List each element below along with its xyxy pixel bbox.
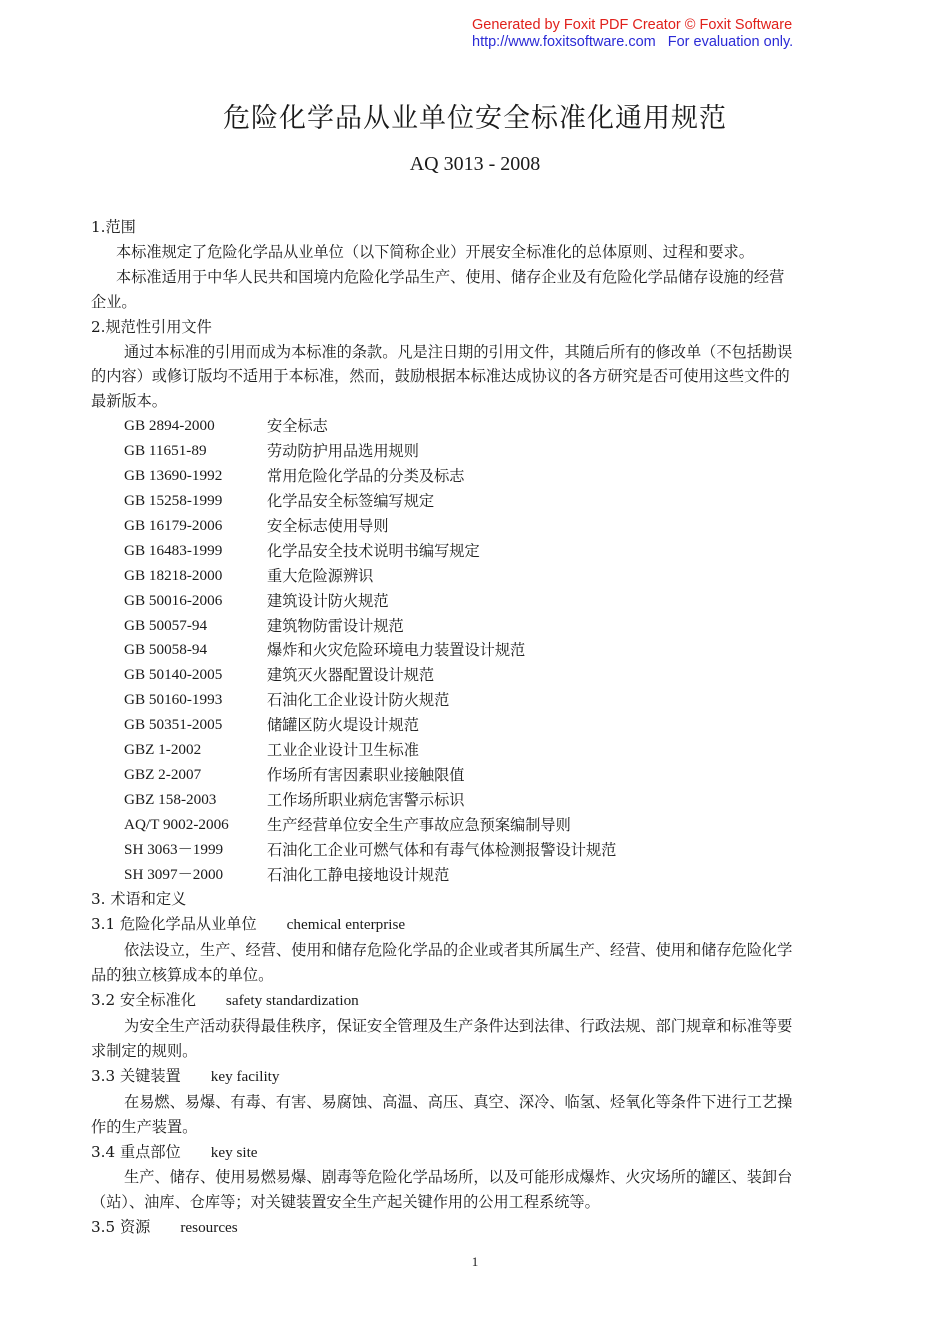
paragraph-line: 本标准适用于中华人民共和国境内危险化学品生产、使用、储存企业及有危险化学品储存设施的经营 bbox=[116, 267, 785, 286]
reference-number: SH 3063－1999 bbox=[124, 840, 224, 858]
reference-list bbox=[91, 414, 861, 887]
document-body bbox=[91, 215, 861, 1241]
reference-number: SH 3097－2000 bbox=[124, 865, 224, 883]
term-heading bbox=[91, 1215, 861, 1241]
reference-title: 安全标志 bbox=[267, 417, 328, 436]
definition-line: 在易燃、易爆、有毒、有害、易腐蚀、高温、高压、真空、深冷、临氢、烃氧化等条件下进行工艺操 bbox=[124, 1092, 793, 1111]
term-label: 3.5 资源 bbox=[91, 1218, 151, 1237]
paragraph-line: 的内容）或修订版均不适用于本标准，然而，鼓励根据本标准达成协议的各方研究是否可使用这些文件的 bbox=[91, 367, 790, 386]
definition-line: （站）、油库、仓库等；对关键装置安全生产起关键作用的公用工程系统等。 bbox=[91, 1193, 600, 1212]
reference-title: 石油化工企业设计防火规范 bbox=[267, 691, 450, 710]
document-title: 危险化学品从业单位安全标准化通用规范 bbox=[223, 103, 727, 134]
term-heading bbox=[91, 1064, 861, 1090]
reference-title: 劳动防护用品选用规则 bbox=[267, 442, 419, 461]
reference-row bbox=[91, 763, 861, 788]
reference-row bbox=[91, 489, 861, 514]
term-heading bbox=[91, 912, 861, 938]
reference-number: GB 15258-1999 bbox=[124, 491, 223, 509]
term-label: 3.3 关键装置 bbox=[91, 1066, 181, 1085]
reference-row bbox=[91, 788, 861, 813]
reference-number: GBZ 158-2003 bbox=[124, 790, 217, 808]
paragraph-line: 本标准规定了危险化学品从业单位（以下简称企业）开展安全标准化的总体原则、过程和要求。 bbox=[116, 242, 754, 261]
paragraph-line: 最新版本。 bbox=[91, 392, 167, 411]
reference-row bbox=[91, 589, 861, 614]
reference-number: GB 16179-2006 bbox=[124, 516, 223, 534]
reference-number: GB 18218-2000 bbox=[124, 566, 223, 584]
foxit-watermark bbox=[472, 17, 793, 51]
term-english: key facility bbox=[210, 1067, 280, 1085]
reference-number: GB 50160-1993 bbox=[124, 691, 223, 709]
watermark-line: Generated by Foxit PDF Creator © Foxit Software bbox=[472, 17, 793, 33]
reference-row bbox=[91, 614, 861, 639]
reference-title: 建筑设计防火规范 bbox=[267, 591, 389, 610]
reference-title: 建筑物防雷设计规范 bbox=[267, 616, 404, 635]
reference-title: 工作场所职业病危害警示标识 bbox=[267, 790, 465, 809]
reference-row bbox=[91, 738, 861, 763]
reference-title: 重大危险源辨识 bbox=[267, 566, 374, 585]
reference-row bbox=[91, 688, 861, 713]
reference-title: 石油化工静电接地设计规范 bbox=[267, 865, 450, 884]
reference-number: GB 16483-1999 bbox=[124, 541, 223, 559]
paragraph-line: 企业。 bbox=[91, 292, 137, 311]
reference-number: GB 50057-94 bbox=[124, 616, 208, 634]
reference-row bbox=[91, 663, 861, 688]
term-label: 3.4 重点部位 bbox=[91, 1142, 181, 1161]
reference-title: 建筑灭火器配置设计规范 bbox=[267, 666, 435, 685]
section-heading: 3. 术语和定义 bbox=[91, 890, 187, 909]
definition-line: 作的生产装置。 bbox=[91, 1117, 198, 1136]
reference-title: 工业企业设计卫生标准 bbox=[267, 741, 419, 760]
reference-number: GBZ 2-2007 bbox=[124, 765, 202, 783]
term-english: safety standardization bbox=[225, 992, 359, 1010]
term-heading bbox=[91, 988, 861, 1014]
reference-title: 爆炸和火灾危险环境电力装置设计规范 bbox=[267, 641, 526, 660]
reference-row bbox=[91, 514, 861, 539]
reference-row bbox=[91, 414, 861, 439]
reference-row bbox=[91, 813, 861, 838]
reference-number: GB 2894-2000 bbox=[124, 417, 215, 435]
reference-title: 储罐区防火堤设计规范 bbox=[267, 716, 419, 735]
reference-number: GB 13690-1992 bbox=[124, 467, 223, 485]
paragraph-line: 通过本标准的引用而成为本标准的条款。凡是注日期的引用文件，其随后所有的修改单（不包括勘误 bbox=[124, 342, 793, 361]
standard-code: AQ 3013 - 2008 bbox=[409, 153, 541, 175]
reference-row bbox=[91, 539, 861, 564]
watermark-url-line bbox=[472, 34, 793, 51]
section-heading: 2.规范性引用文件 bbox=[91, 317, 212, 336]
reference-title: 常用危险化学品的分类及标志 bbox=[267, 467, 465, 486]
reference-number: GB 50058-94 bbox=[124, 641, 208, 659]
definition-line: 生产、储存、使用易燃易爆、剧毒等危险化学品场所，以及可能形成爆炸、火灾场所的罐区、装卸台 bbox=[124, 1168, 793, 1187]
reference-number: GB 50140-2005 bbox=[124, 666, 223, 684]
reference-row bbox=[91, 464, 861, 489]
reference-row bbox=[91, 863, 861, 888]
reference-row bbox=[91, 638, 861, 663]
term-english: chemical enterprise bbox=[286, 916, 406, 934]
definition-line: 依法设立，生产、经营、使用和储存危险化学品的企业或者其所属生产、经营、使用和储存危险化学 bbox=[124, 941, 793, 960]
reference-title: 石油化工企业可燃气体和有毒气体检测报警设计规范 bbox=[267, 840, 617, 859]
reference-title: 生产经营单位安全生产事故应急预案编制导则 bbox=[267, 815, 571, 834]
definition-line: 为安全生产活动获得最佳秩序，保证安全管理及生产条件达到法律、行政法规、部门规章和标准等要 bbox=[124, 1017, 793, 1035]
definition-line: 品的独立核算成本的单位。 bbox=[91, 966, 274, 985]
term-english: key site bbox=[210, 1143, 258, 1161]
reference-row bbox=[91, 713, 861, 738]
term-english: resources bbox=[180, 1219, 238, 1237]
watermark-note: For evaluation only. bbox=[667, 34, 794, 50]
reference-title: 安全标志使用导则 bbox=[267, 516, 389, 535]
reference-number: AQ/T 9002-2006 bbox=[124, 815, 229, 833]
reference-number: GBZ 1-2002 bbox=[124, 741, 202, 759]
reference-row bbox=[91, 439, 861, 464]
watermark-url: http://www.foxitsoftware.com bbox=[472, 34, 656, 50]
reference-number: GB 11651-89 bbox=[124, 442, 207, 460]
term-label: 3.2 安全标准化 bbox=[91, 991, 196, 1010]
definition-line: 求制定的规则。 bbox=[91, 1041, 198, 1060]
reference-title: 作场所有害因素职业接触限值 bbox=[267, 765, 465, 784]
reference-row bbox=[91, 564, 861, 589]
reference-title: 化学品安全技术说明书编写规定 bbox=[267, 541, 480, 560]
term-heading bbox=[91, 1140, 861, 1166]
reference-number: GB 50351-2005 bbox=[124, 716, 223, 734]
section-heading: 1.范围 bbox=[91, 218, 136, 236]
reference-number: GB 50016-2006 bbox=[124, 591, 223, 609]
reference-row bbox=[91, 838, 861, 863]
term-label: 3.1 危险化学品从业单位 bbox=[91, 915, 257, 934]
page-number: 1 bbox=[471, 1254, 479, 1269]
reference-title: 化学品安全标签编写规定 bbox=[267, 491, 435, 510]
